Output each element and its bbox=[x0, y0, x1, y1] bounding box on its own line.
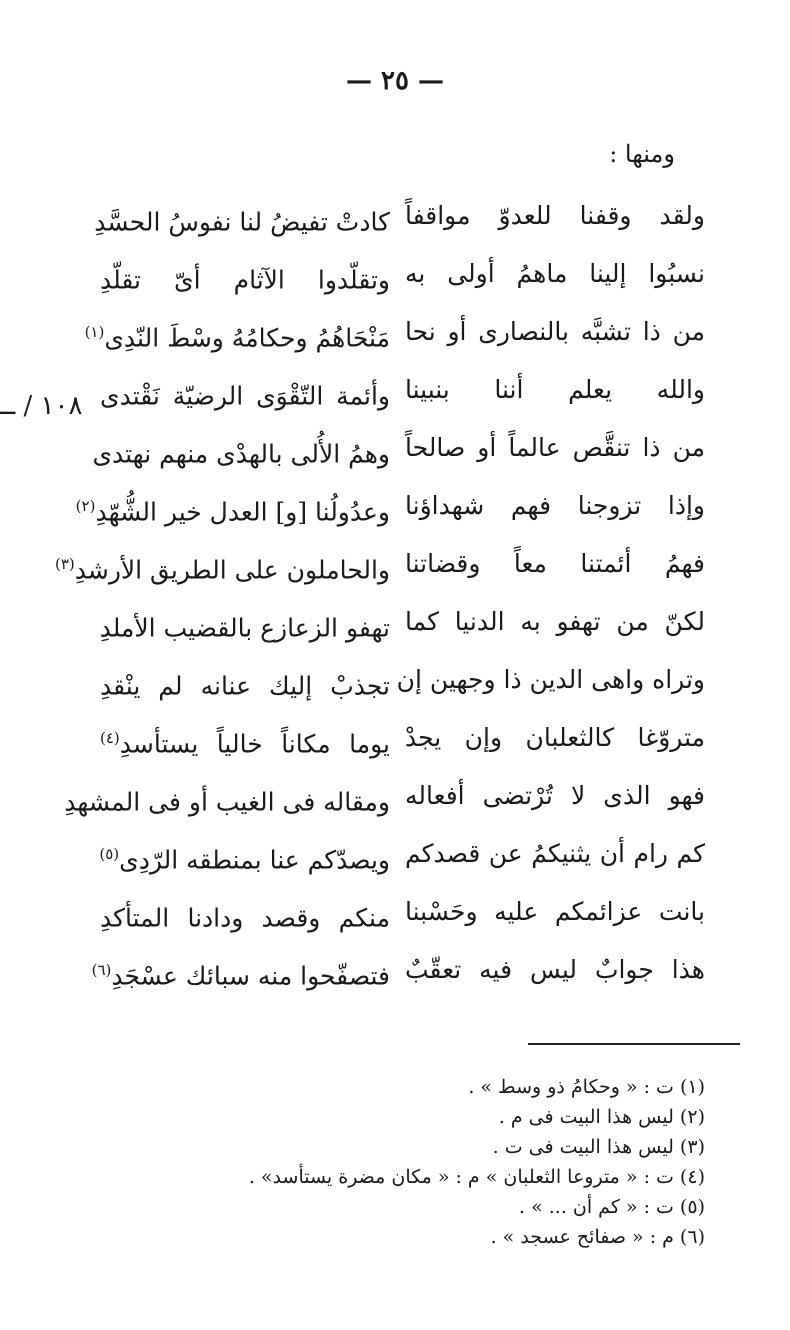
verse-first-hemistich: والله يعلم أننا بنبينا bbox=[405, 375, 705, 404]
verse bbox=[91, 950, 705, 1008]
footnote-marker: (٢) bbox=[75, 497, 96, 515]
footnote: (١) ت : « وحكامُ ذو وسط » . bbox=[468, 1076, 705, 1098]
verse-second-hemistich bbox=[54, 544, 390, 590]
hemistich-text: وتقلّدوا الآثام أىّ تقلّدِ bbox=[100, 265, 390, 295]
hemistich-text: فتصفّحوا منه سبائك عسْجَدِ bbox=[111, 961, 390, 991]
hemistich-text: يوما مكاناً خالياً يستأسدِ bbox=[119, 729, 390, 759]
footnote: (٦) م : « صفائح عسجد » . bbox=[490, 1226, 705, 1248]
verse bbox=[92, 428, 705, 486]
page-number: — ٢٥ — bbox=[345, 66, 445, 96]
verse-first-hemistich: فهو الذى لا تُرْتضى أفعاله bbox=[405, 781, 705, 810]
footnote: (٤) ت : « متروعا الثعلبان » م : « مكان مضرة يستأسد» . bbox=[248, 1166, 705, 1188]
verse bbox=[54, 544, 705, 602]
footnote-marker: (٥) bbox=[99, 845, 120, 863]
margin-reference: ١٠٨ / ــ bbox=[0, 391, 83, 421]
footnote-marker: (١) bbox=[84, 323, 105, 341]
verse-second-hemistich bbox=[100, 834, 390, 880]
verse-first-hemistich: نسبُوا إلينا ماهمُ أولى به bbox=[405, 259, 705, 288]
footnote: (٥) ت : « كم أن ... » . bbox=[519, 1196, 705, 1218]
footnotes bbox=[205, 1072, 705, 1252]
hemistich-text: والحاملون على الطريق الأرشدِ bbox=[74, 555, 390, 585]
verse bbox=[100, 254, 705, 312]
poem bbox=[54, 196, 705, 1008]
footnote: (٣) ليس هذا البيت فى ت . bbox=[492, 1136, 705, 1158]
verse-second-hemistich bbox=[100, 370, 390, 416]
hemistich-text: وأئمة التّقْوَى الرضيّة نَقْتدى bbox=[100, 381, 390, 411]
verse-first-hemistich: لكنّ من تهفو به الدنيا كما bbox=[405, 607, 705, 636]
verse bbox=[100, 718, 705, 776]
footnote-marker: (٤) bbox=[100, 729, 120, 747]
hemistich-text: ويصدّكم عنا بمنطقه الرّدِى bbox=[119, 845, 390, 875]
verse-first-hemistich: كم رام أن يثنيكمُ عن قصدكم bbox=[405, 839, 705, 868]
hemistich-text: كادتْ تفيضُ لنا نفوسُ الحسَّدِ bbox=[94, 207, 390, 237]
verse-second-hemistich bbox=[100, 254, 390, 300]
verse bbox=[100, 660, 705, 718]
verse bbox=[84, 312, 705, 370]
verse bbox=[94, 196, 705, 254]
verse-first-hemistich: هذا جوابٌ ليس فيه تعقّبٌ bbox=[405, 955, 705, 984]
verse-first-hemistich: من ذا تنقَّص عالماً أو صالحاً bbox=[405, 433, 705, 462]
verse bbox=[100, 370, 705, 428]
verse-second-hemistich bbox=[75, 486, 390, 532]
hemistich-text: منكم وقصد ودادنا المتأكدِ bbox=[100, 903, 390, 933]
hemistich-text: وعدُولُنا [و] العدل خير الشُّهّدِ bbox=[95, 497, 390, 527]
verse-second-hemistich bbox=[100, 718, 390, 764]
verse bbox=[100, 892, 705, 950]
verse-second-hemistich bbox=[84, 312, 390, 358]
verse-first-hemistich: ولقد وقفنا للعدوّ مواقفاً bbox=[405, 201, 705, 230]
hemistich-text: تجذبْ إليك عنانه لم ينْقدِ bbox=[100, 671, 390, 701]
verse-second-hemistich bbox=[100, 602, 390, 648]
verse bbox=[100, 834, 705, 892]
footnote-marker: (٣) bbox=[54, 555, 75, 573]
hemistich-text: مَنْحَاهُمُ وحكامُهُ وسْطَ النّدِى bbox=[104, 323, 390, 353]
verse-second-hemistich bbox=[100, 660, 390, 706]
footnote: (٢) ليس هذا البيت فى م . bbox=[498, 1106, 705, 1128]
verse-second-hemistich bbox=[100, 892, 390, 938]
verse-first-hemistich: متروّغا كالثعلبان وإن يجدْ bbox=[405, 723, 705, 752]
verse-first-hemistich: فهمُ أئمتنا معاً وقضاتنا bbox=[405, 549, 705, 578]
verse-first-hemistich: من ذا تشبَّه بالنصارى أو نحا bbox=[405, 317, 705, 346]
verse-first-hemistich: بانت عزائمكم عليه وحَسْبنا bbox=[405, 897, 705, 926]
footnote-marker: (٦) bbox=[91, 961, 112, 979]
hemistich-text: وهمُ الأُلى بالهدْى منهم نهتدى bbox=[92, 439, 390, 469]
section-label: ومنها : bbox=[609, 140, 675, 168]
verse-first-hemistich: وتراه واهى الدين ذا وجهين إن bbox=[396, 665, 705, 694]
footnote-divider bbox=[528, 1043, 740, 1045]
verse bbox=[100, 602, 705, 660]
verse-second-hemistich bbox=[92, 428, 390, 474]
verse-second-hemistich bbox=[94, 196, 390, 242]
verse-second-hemistich bbox=[91, 950, 390, 996]
verse-second-hemistich bbox=[64, 776, 390, 822]
hemistich-text: ومقاله فى الغيب أو فى المشهدِ bbox=[64, 787, 390, 817]
hemistich-text: تهفو الزعازع بالقضيب الأملدِ bbox=[99, 613, 390, 643]
verse-first-hemistich: وإذا تزوجنا فهم شهداؤنا bbox=[405, 491, 705, 520]
verse bbox=[64, 776, 705, 834]
verse bbox=[75, 486, 705, 544]
